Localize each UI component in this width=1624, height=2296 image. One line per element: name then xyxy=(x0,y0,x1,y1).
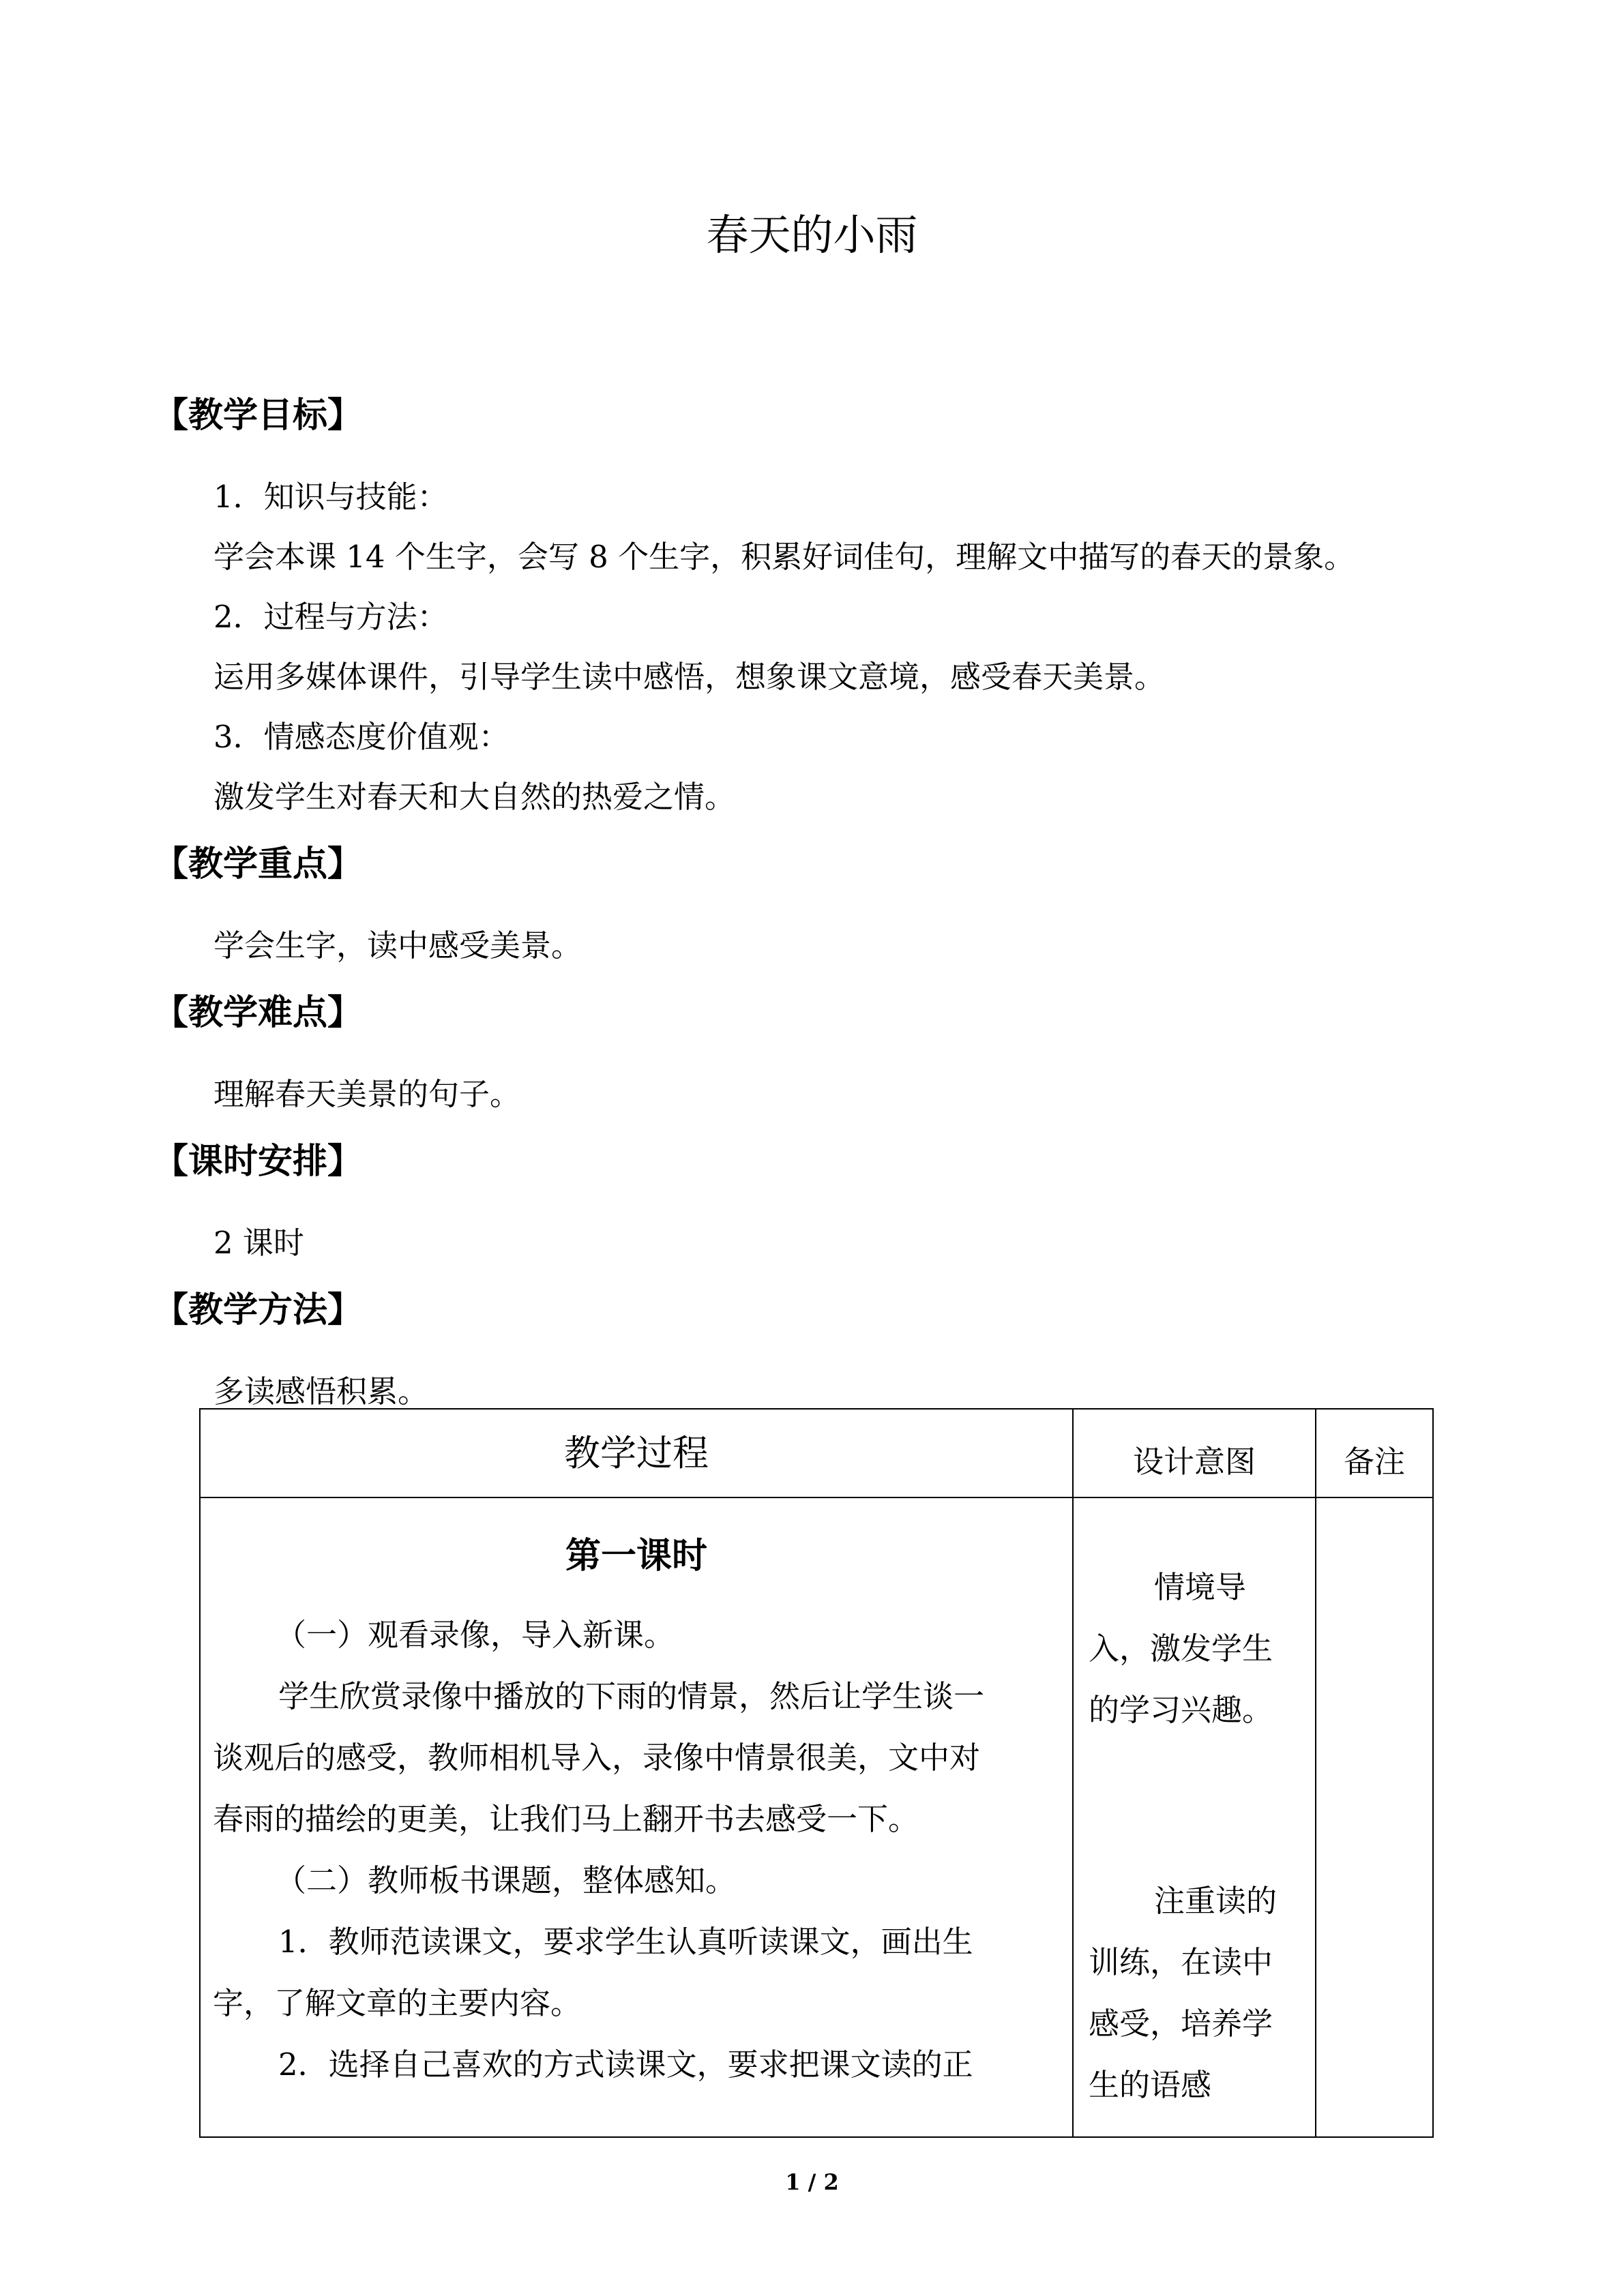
process-cell xyxy=(200,1497,1073,2137)
difficulties-text: 理解春天美景的句子。 xyxy=(213,1076,521,1112)
process-line: （二）教师板书课题，整体感知。 xyxy=(276,1862,737,1898)
intent-cell xyxy=(1073,1497,1316,2137)
intent-line: 注重读的 xyxy=(1154,1883,1278,1919)
header-notes: 备注 xyxy=(1343,1444,1405,1480)
process-line: 学生欣赏录像中播放的下雨的情景，然后让学生谈一 xyxy=(278,1678,985,1714)
process-table xyxy=(199,1408,1434,2138)
intent-line: 情境导 xyxy=(1154,1569,1247,1605)
lesson-title: 第一课时 xyxy=(565,1536,707,1577)
header-notes-cell xyxy=(1316,1409,1433,1497)
intent-line: 的学习兴趣。 xyxy=(1089,1692,1273,1728)
header-process: 教学过程 xyxy=(564,1433,709,1474)
process-line: 谈观后的感受，教师相机导入，录像中情景很美，文中对 xyxy=(213,1740,981,1776)
schedule-text: 2 课时 xyxy=(213,1225,304,1261)
objective-line: 运用多媒体课件，引导学生读中感悟，想象课文意境，感受春天美景。 xyxy=(213,659,1166,695)
intent-line: 入，激发学生 xyxy=(1089,1630,1273,1667)
header-intent-cell xyxy=(1073,1409,1316,1497)
section-heading-schedule: 【课时安排】 xyxy=(153,1142,363,1182)
objective-line: 学会本课 14 个生字，会写 8 个生字，积累好词佳句，理解文中描写的春天的景象。 xyxy=(213,539,1355,575)
header-intent: 设计意图 xyxy=(1132,1444,1256,1480)
section-heading-objectives: 【教学目标】 xyxy=(153,396,363,436)
intent-line: 生的语感 xyxy=(1089,2067,1212,2103)
methods-text: 多读感悟积累。 xyxy=(213,1373,429,1410)
intent-line: 感受，培养学 xyxy=(1089,2006,1273,2042)
section-heading-key-points: 【教学重点】 xyxy=(153,844,363,884)
objective-line: 激发学生对春天和大自然的热爱之情。 xyxy=(213,779,736,815)
header-process-cell xyxy=(200,1409,1073,1497)
intent-line: 训练，在读中 xyxy=(1089,1944,1273,1980)
objective-line: 3．情感态度价值观： xyxy=(213,719,510,755)
section-heading-methods: 【教学方法】 xyxy=(153,1290,363,1330)
objective-line: 2．过程与方法： xyxy=(213,599,448,635)
process-line: 1．教师范读课文，要求学生认真听读课文，画出生 xyxy=(278,1924,973,1960)
process-line: （一）观看录像，导入新课。 xyxy=(276,1617,675,1653)
process-line: 字，了解文章的主要内容。 xyxy=(213,1985,582,2021)
process-line: 2．选择自己喜欢的方式读课文，要求把课文读的正 xyxy=(278,2046,973,2083)
notes-cell xyxy=(1316,1497,1433,2137)
page-title: 春天的小雨 xyxy=(706,210,918,260)
objective-line: 1．知识与技能： xyxy=(213,479,448,515)
page-number: 1 / 2 xyxy=(785,2169,839,2195)
key-points-text: 学会生字，读中感受美景。 xyxy=(213,927,582,964)
process-line: 春雨的描绘的更美，让我们马上翻开书去感受一下。 xyxy=(213,1801,919,1837)
section-heading-difficulties: 【教学难点】 xyxy=(153,993,363,1033)
